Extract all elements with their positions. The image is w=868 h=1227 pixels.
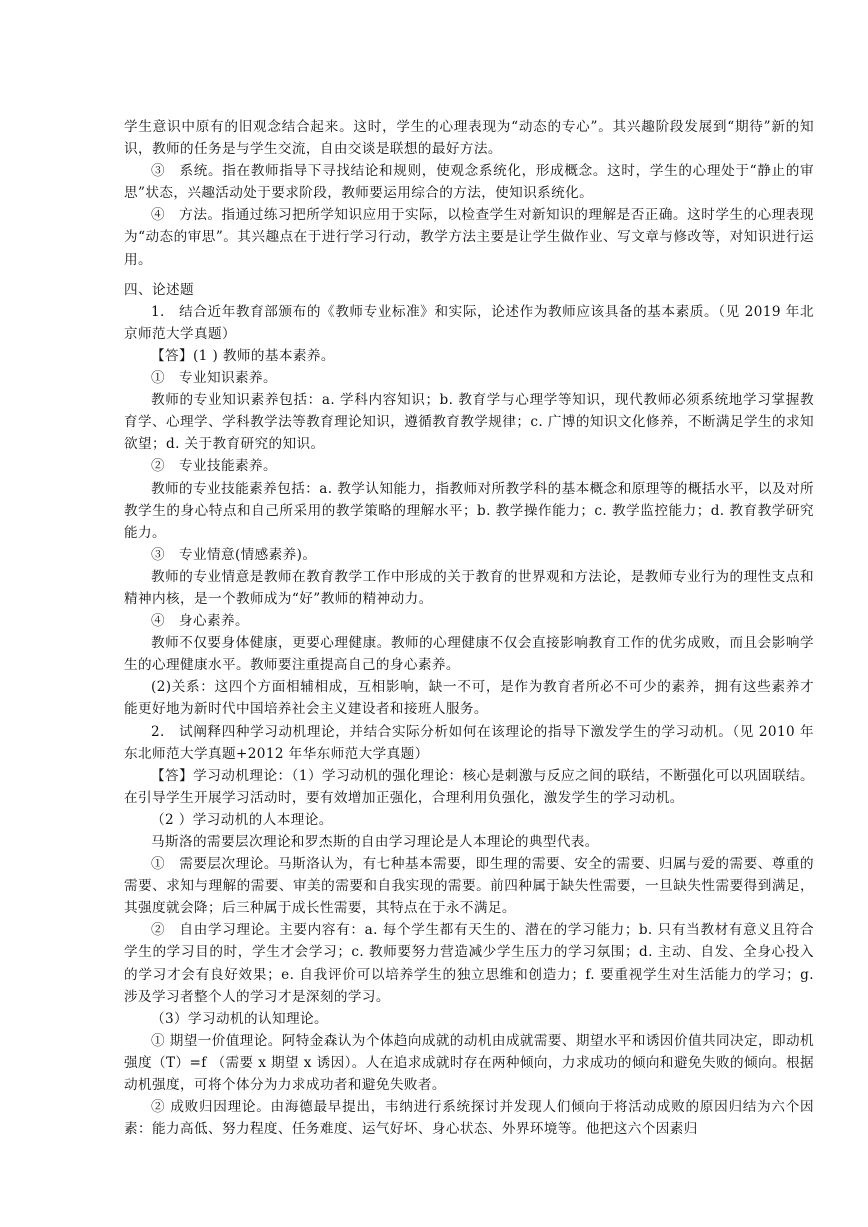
- section-heading: 四、论述题: [124, 281, 194, 298]
- list-item: ② 专业技能素养。: [151, 458, 277, 475]
- answer-heading: 【答】学习动机理论：（1）学习动机的强化理论：核心是刺激与反应之间的联结，不断强化可以巩固联结。在引导学生开展学习活动时，要有效增加正强化，合理利用负强化，激发学生的学习动机。: [124, 767, 814, 806]
- question: 1. 结合近年教育部颁布的《教师专业标准》和实际，论述作为教师应该具备的基本素质。（见 2019 年北京师范大学真题）: [124, 303, 814, 342]
- list-item: ② 自由学习理论。主要内容有：a. 每个学生都有天生的、潜在的学习能力；b. 只有当教材有意义且符合学生的学习目的时，学生才会学习；c. 教师要努力营造减少学生压力的学习氛围；d. 主动、自发、全身心投入的学习才会有良好效果；e. 自我评价可以培养学生的独立思维和创造力；f. 要重视学生对生活能力的学习；g. 涉及学习者整个人的学习才是深刻的学习。: [124, 922, 814, 1005]
- list-item: ③ 专业情意(情感素养)。: [151, 546, 317, 563]
- list-item: ② 成败归因理论。由海德最早提出，韦纳进行系统探讨并发现人们倾向于将活动成败的原因归结为六个因素：能力高低、努力程度、任务难度、运气好坏、身心状态、外界环境等。他把这六个因素归: [124, 1099, 814, 1138]
- paragraph: 学生意识中原有的旧观念结合起来。这时，学生的心理表现为“动态的专心”。其兴趣阶段发展到“期待”新的知识，教师的任务是与学生交流，自由交谈是联想的最好方法。: [124, 119, 814, 158]
- answer-heading: 【答】(1 ) 教师的基本素养。: [151, 347, 335, 364]
- document-page: [124, 116, 814, 1140]
- paragraph: 教师的专业知识素养包括：a. 学科内容知识；b. 教育学与心理学等知识，现代教师必须系统地学习掌握教育学、心理学、学科教学法等教育理论知识，遵循教育教学规律；c. 广博的知识文化修养，不断满足学生的求知欲望；d. 关于教育研究的知识。: [124, 392, 814, 453]
- paragraph: ③ 系统。指在教师指导下寻找结论和规则，使观念系统化，形成概念。这时，学生的心理处于“静止的审思”状态，兴趣活动处于要求阶段，教师要运用综合的方法，使知识系统化。: [124, 163, 814, 202]
- paragraph: 教师不仅要身体健康，更要心理健康。教师的心理健康不仅会直接影响教育工作的优劣成败，而且会影响学生的心理健康水平。教师要注重提高自己的身心素养。: [124, 635, 814, 674]
- list-item: ① 需要层次理论。马斯洛认为，有七种基本需要，即生理的需要、安全的需要、归属与爱的需要、尊重的需要、求知与理解的需要、审美的需要和自我实现的需要。前四种属于缺失性需要，一旦缺失性需要得到满足，其强度就会降；后三种属于成长性需要，其特点在于永不满足。: [124, 856, 814, 917]
- paragraph: 马斯洛的需要层次理论和罗杰斯的自由学习理论是人本理论的典型代表。: [151, 834, 599, 850]
- list-item: （3）学习动机的认知理论。: [151, 1010, 328, 1027]
- list-item: ④ 身心素养。: [151, 613, 249, 630]
- paragraph: ④ 方法。指通过练习把所学知识应用于实际，以检查学生对新知识的理解是否正确。这时学生的心理表现为“动态的审思”。其兴趣点在于进行学习行动，教学方法主要是让学生做作业、写文章与修改等，对知识进行运用。: [124, 207, 814, 268]
- list-item: ① 专业知识素养。: [151, 370, 277, 387]
- question: 2. 试阐释四种学习动机理论，并结合实际分析如何在该理论的指导下激发学生的学习动机。（见 2010 年东北师范大学真题+2012 年华东师范大学真题）: [124, 723, 814, 762]
- list-item: （2 ）学习动机的人本理论。: [151, 811, 333, 828]
- paragraph: (2)关系：这四个方面相辅相成，互相影响，缺一不可，是作为教育者所必不可少的素养，拥有这些素养才能更好地为新时代中国培养社会主义建设者和接班人服务。: [124, 679, 814, 718]
- paragraph: 教师的专业技能素养包括：a. 教学认知能力，指教师对所教学科的基本概念和原理等的概括水平，以及对所教学生的身心特点和自己所采用的教学策略的理解水平；b. 教学操作能力；c. 教学监控能力；d. 教育教学研究能力。: [124, 480, 814, 541]
- paragraph: 教师的专业情意是教师在教育教学工作中形成的关于教育的世界观和方法论，是教师专业行为的理性支点和精神内核，是一个教师成为“好”教师的精神动力。: [124, 568, 814, 607]
- list-item: ① 期望一价值理论。阿特金森认为个体趋向成就的动机由成就需要、期望水平和诱因价值共同决定，即动机强度（T）=f （需要 x 期望 x 诱因）。人在追求成就时存在两种倾向，力求成功的倾向和避免失败的倾向。根据动机强度，可将个体分为力求成功者和避免失败者。: [124, 1032, 814, 1094]
